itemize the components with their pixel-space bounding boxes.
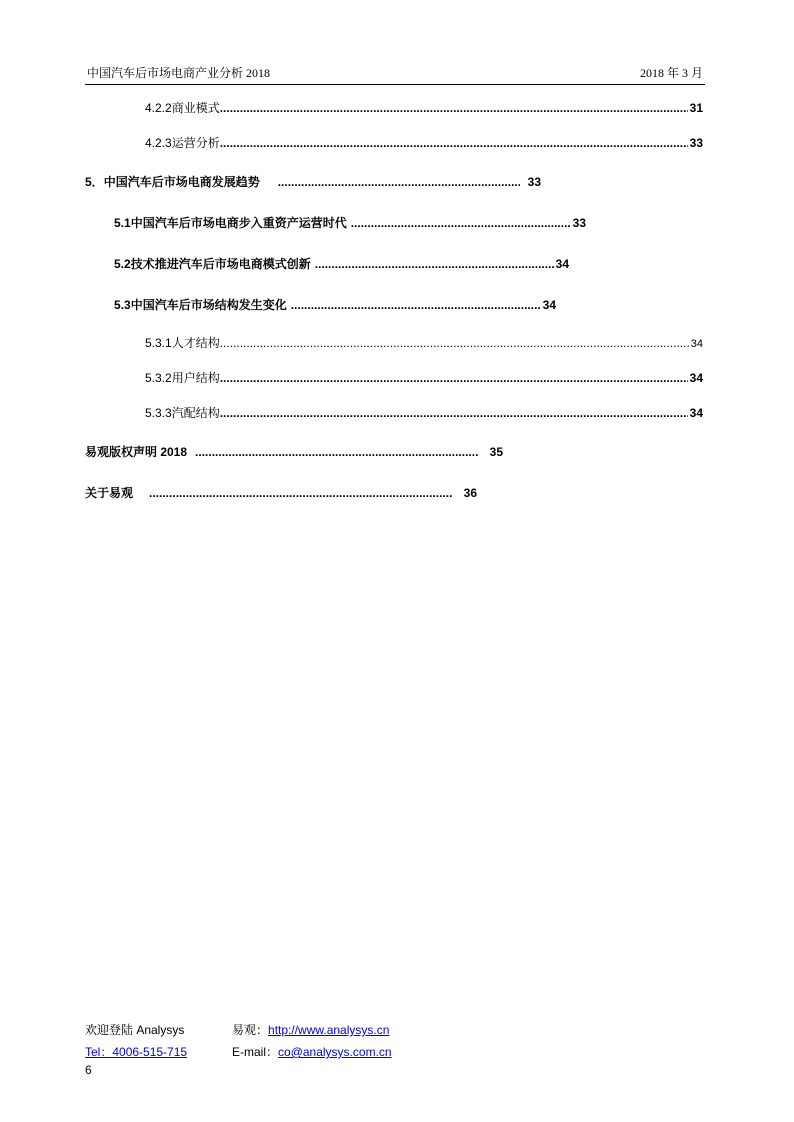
toc-title: 中国汽车后市场电商发展趋势 (103, 175, 260, 189)
header-title: 中国汽车后市场电商产业分析 2018 (87, 66, 271, 80)
toc-page: 34 (542, 298, 556, 312)
toc-leader-dots (278, 174, 520, 190)
footer-email (232, 1041, 392, 1063)
toc-number: 5.2 (114, 257, 131, 271)
footer-site (232, 1019, 389, 1041)
toc-leader-dots (220, 135, 688, 151)
footer-email-label: E-mail： (232, 1045, 279, 1059)
toc-number: 4.2.2 (145, 101, 172, 115)
toc-page: 31 (689, 101, 703, 115)
toc-entry-5-3-3[interactable] (145, 405, 703, 421)
page-header (85, 60, 705, 85)
toc-title: 用户结构 (171, 371, 220, 385)
toc-page: 36 (463, 486, 477, 500)
toc-title: 汽配结构 (171, 406, 220, 420)
toc-entry-5-3-2[interactable] (145, 370, 703, 386)
toc-page: 33 (527, 175, 541, 189)
toc-page: 35 (489, 445, 503, 459)
toc-entry-4-2-3[interactable] (145, 135, 703, 151)
toc-entry-5[interactable] (85, 174, 541, 190)
toc-page: 34 (689, 371, 703, 385)
toc-number: 5． (85, 175, 104, 189)
toc-number: 4.2.3 (145, 136, 172, 150)
toc-entry-5-3[interactable] (114, 297, 556, 313)
footer-welcome: 欢迎登陆 Analysys (85, 1023, 185, 1037)
toc-page: 34 (555, 257, 569, 271)
toc-leader-dots (149, 485, 452, 501)
page-footer (85, 1019, 485, 1063)
toc-title: 易观版权声明 2018 (85, 445, 188, 459)
toc-title: 中国汽车后市场结构发生变化 (130, 298, 287, 312)
footer-email-link[interactable]: co@analysys.com.cn (278, 1045, 392, 1059)
toc-number: 5.3.3 (145, 406, 172, 420)
toc-number: 5.3 (114, 298, 131, 312)
toc-number: 5.3.1 (145, 336, 172, 350)
toc-title: 人才结构 (171, 336, 220, 350)
toc-number: 5.3.2 (145, 371, 172, 385)
toc-leader-dots (220, 405, 688, 421)
toc-leader-dots (220, 370, 688, 386)
toc-leader-dots (220, 335, 689, 351)
footer-site-link[interactable]: http://www.analysys.cn (268, 1023, 390, 1037)
toc-entry-5-3-1[interactable] (145, 335, 703, 351)
toc-entry-about[interactable] (85, 485, 477, 501)
footer-site-label: 易观： (232, 1023, 269, 1037)
toc-title: 运营分析 (171, 136, 220, 150)
toc-leader-dots (291, 297, 541, 313)
toc-leader-dots (351, 215, 571, 231)
toc-page: 33 (689, 136, 703, 150)
toc-page: 34 (689, 406, 703, 420)
footer-tel-link[interactable]: Tel：4006-515-715 (85, 1045, 188, 1059)
toc-number: 5.1 (114, 216, 131, 230)
toc-title: 商业模式 (171, 101, 220, 115)
toc-title: 中国汽车后市场电商步入重资产运营时代 (130, 216, 347, 230)
toc-title: 技术推进汽车后市场电商模式创新 (130, 257, 311, 271)
header-date: 2018 年 3 月 (639, 66, 703, 80)
toc-page: 33 (572, 216, 586, 230)
toc-page: 34 (690, 338, 703, 350)
page-number: 6 (85, 1063, 92, 1077)
toc-entry-5-1[interactable] (114, 215, 586, 231)
toc-leader-dots (220, 100, 688, 116)
toc-title: 关于易观 (85, 486, 134, 500)
toc-entry-5-2[interactable] (114, 256, 569, 272)
toc-entry-4-2-2[interactable] (145, 100, 703, 116)
toc-entry-copyright[interactable] (85, 444, 503, 460)
toc-leader-dots (315, 256, 554, 272)
toc-leader-dots (195, 444, 478, 460)
